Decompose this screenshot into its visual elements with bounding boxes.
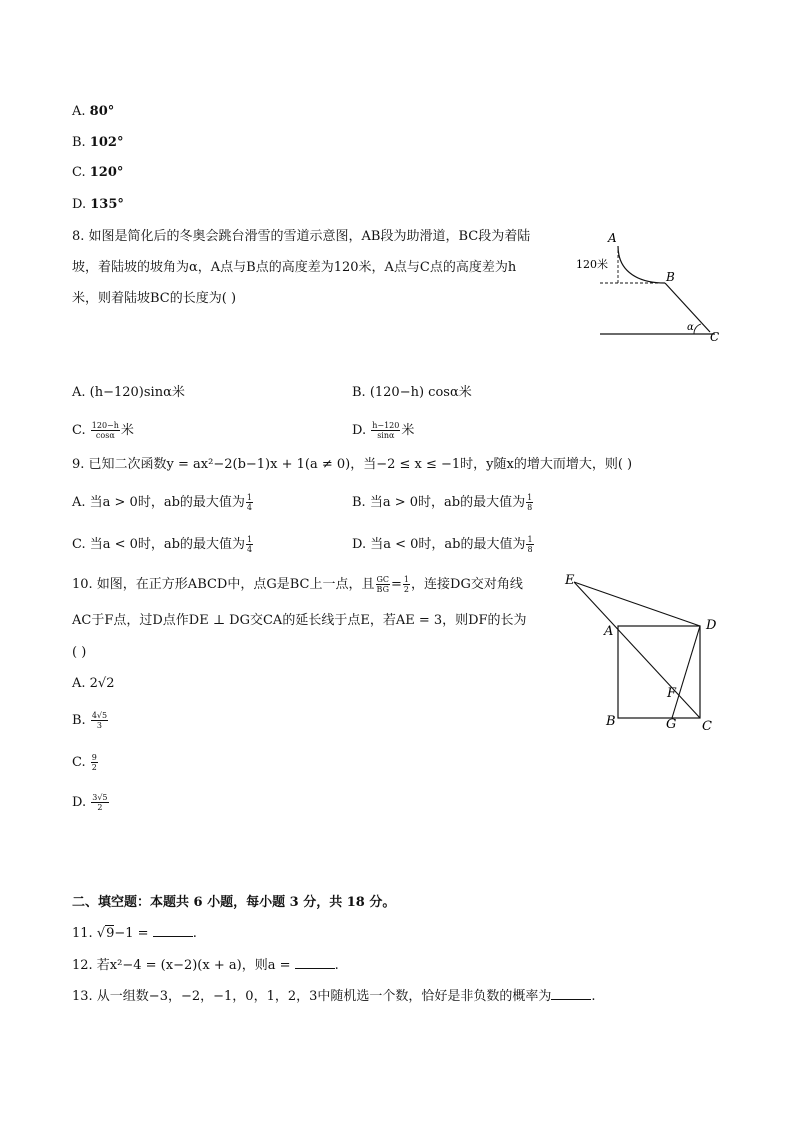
q10-option-b: B. $\frac{4√5}{3}$ bbox=[72, 711, 108, 730]
q10-option-c: C. $\frac{9}{2}$ bbox=[72, 753, 97, 772]
q8-option-d-fraction: $\frac{h-120}{\sin\alpha}$ bbox=[372, 421, 400, 440]
q8-option-c-fraction: $\frac{120-h}{\cos\alpha}$ bbox=[91, 421, 119, 440]
q8-stem-line1: 8. 如图是简化后的冬奥会跳台滑雪的雪道示意图，AB段为助滑道，BC段为着陆 bbox=[72, 229, 531, 244]
q13: 13. 从一组数−3，−2，−1，0，1，2，3中随机选一个数，恰好是非负数的概率为 . bbox=[72, 989, 596, 1004]
q8-label-alpha: α bbox=[687, 322, 694, 333]
q10-label-d: D bbox=[706, 618, 717, 633]
q8-option-a: A. (h−120)sinα米 bbox=[72, 385, 185, 400]
q10-label-g: G bbox=[666, 717, 677, 732]
q10-stem-line3: ( ) bbox=[72, 645, 87, 660]
q10-label-b: B bbox=[606, 714, 616, 729]
q10-label-e: E bbox=[565, 573, 575, 588]
q10-stem-line1: 10. 如图，在正方形ABCD中，点G是BC上一点，且 $\frac{GC}{BG}$ = $\frac{1}{2}$ ，连接DG交对角线 bbox=[72, 575, 523, 594]
q10-line-ed bbox=[574, 582, 700, 626]
q10-option-d: D. $\frac{3√5}{2}$ bbox=[72, 793, 108, 812]
q10-stem-line2: AC于F点，过D点作DE ⊥ DG交CA的延长线于点E，若AE = 3，则DF的长为 bbox=[72, 613, 527, 628]
q13-answer-blank[interactable] bbox=[551, 987, 591, 1000]
q8-option-b: B. (120−h) cosα米 bbox=[352, 385, 472, 400]
q9-option-a: A. 当a > 0时，ab的最大值为 $\frac{1}{4}$ bbox=[72, 493, 252, 512]
q10-label-f: F bbox=[667, 686, 677, 701]
q7-option-d: D. 135° bbox=[72, 197, 124, 212]
q8-option-d: D. $\frac{h-120}{\sin\alpha}$ 米 bbox=[352, 421, 415, 440]
q10-line-dg bbox=[672, 626, 700, 718]
q9-option-c: C. 当a < 0时，ab的最大值为 $\frac{1}{4}$ bbox=[72, 535, 253, 554]
q8-label-a: A bbox=[608, 231, 617, 245]
q8-angle-arc bbox=[694, 324, 701, 334]
q10-option-a: A. 2√2 bbox=[72, 676, 115, 691]
q10-line-ec bbox=[574, 582, 700, 718]
q9-option-b: B. 当a > 0时，ab的最大值为 $\frac{1}{8}$ bbox=[352, 493, 533, 512]
q10-square-figure bbox=[560, 570, 730, 740]
q8-label-height: 120米 bbox=[576, 258, 608, 271]
q12-answer-blank[interactable] bbox=[295, 956, 335, 969]
q8-label-b: B bbox=[666, 270, 675, 284]
q8-ski-slope-figure bbox=[570, 228, 730, 348]
q8-option-c: C. $\frac{120-h}{\cos\alpha}$ 米 bbox=[72, 421, 134, 440]
q7-option-b: B. 102° bbox=[72, 135, 124, 150]
q10-label-a: A bbox=[604, 624, 614, 639]
q8-run-curve bbox=[618, 246, 665, 283]
q8-label-c: C bbox=[710, 330, 720, 344]
q8-stem-line3: 米，则着陆坡BC的长度为( ) bbox=[72, 291, 237, 306]
q11-answer-blank[interactable] bbox=[153, 924, 193, 937]
q12: 12. 若x²−4 = (x−2)(x + a)，则a = . bbox=[72, 958, 339, 973]
q10-label-c: C bbox=[702, 719, 712, 734]
q7-option-a: A. 80° bbox=[72, 104, 115, 119]
q8-stem-line2: 坡，着陆坡的坡角为α，A点与B点的高度差为120米，A点与C点的高度差为h bbox=[72, 260, 517, 275]
q9-stem: 9. 已知二次函数y = ax²−2(b−1)x + 1(a ≠ 0)，当−2 ≤ x ≤ −1时，y随x的增大而增大，则( ) bbox=[72, 457, 633, 472]
section-heading: 二、填空题：本题共 6 小题，每小题 3 分，共 18 分。 bbox=[72, 895, 396, 910]
q7-option-c: C. 120° bbox=[72, 165, 124, 180]
q11: 11. √9−1 = . bbox=[72, 926, 197, 941]
q9-option-d: D. 当a < 0时，ab的最大值为 $\frac{1}{8}$ bbox=[352, 535, 533, 554]
